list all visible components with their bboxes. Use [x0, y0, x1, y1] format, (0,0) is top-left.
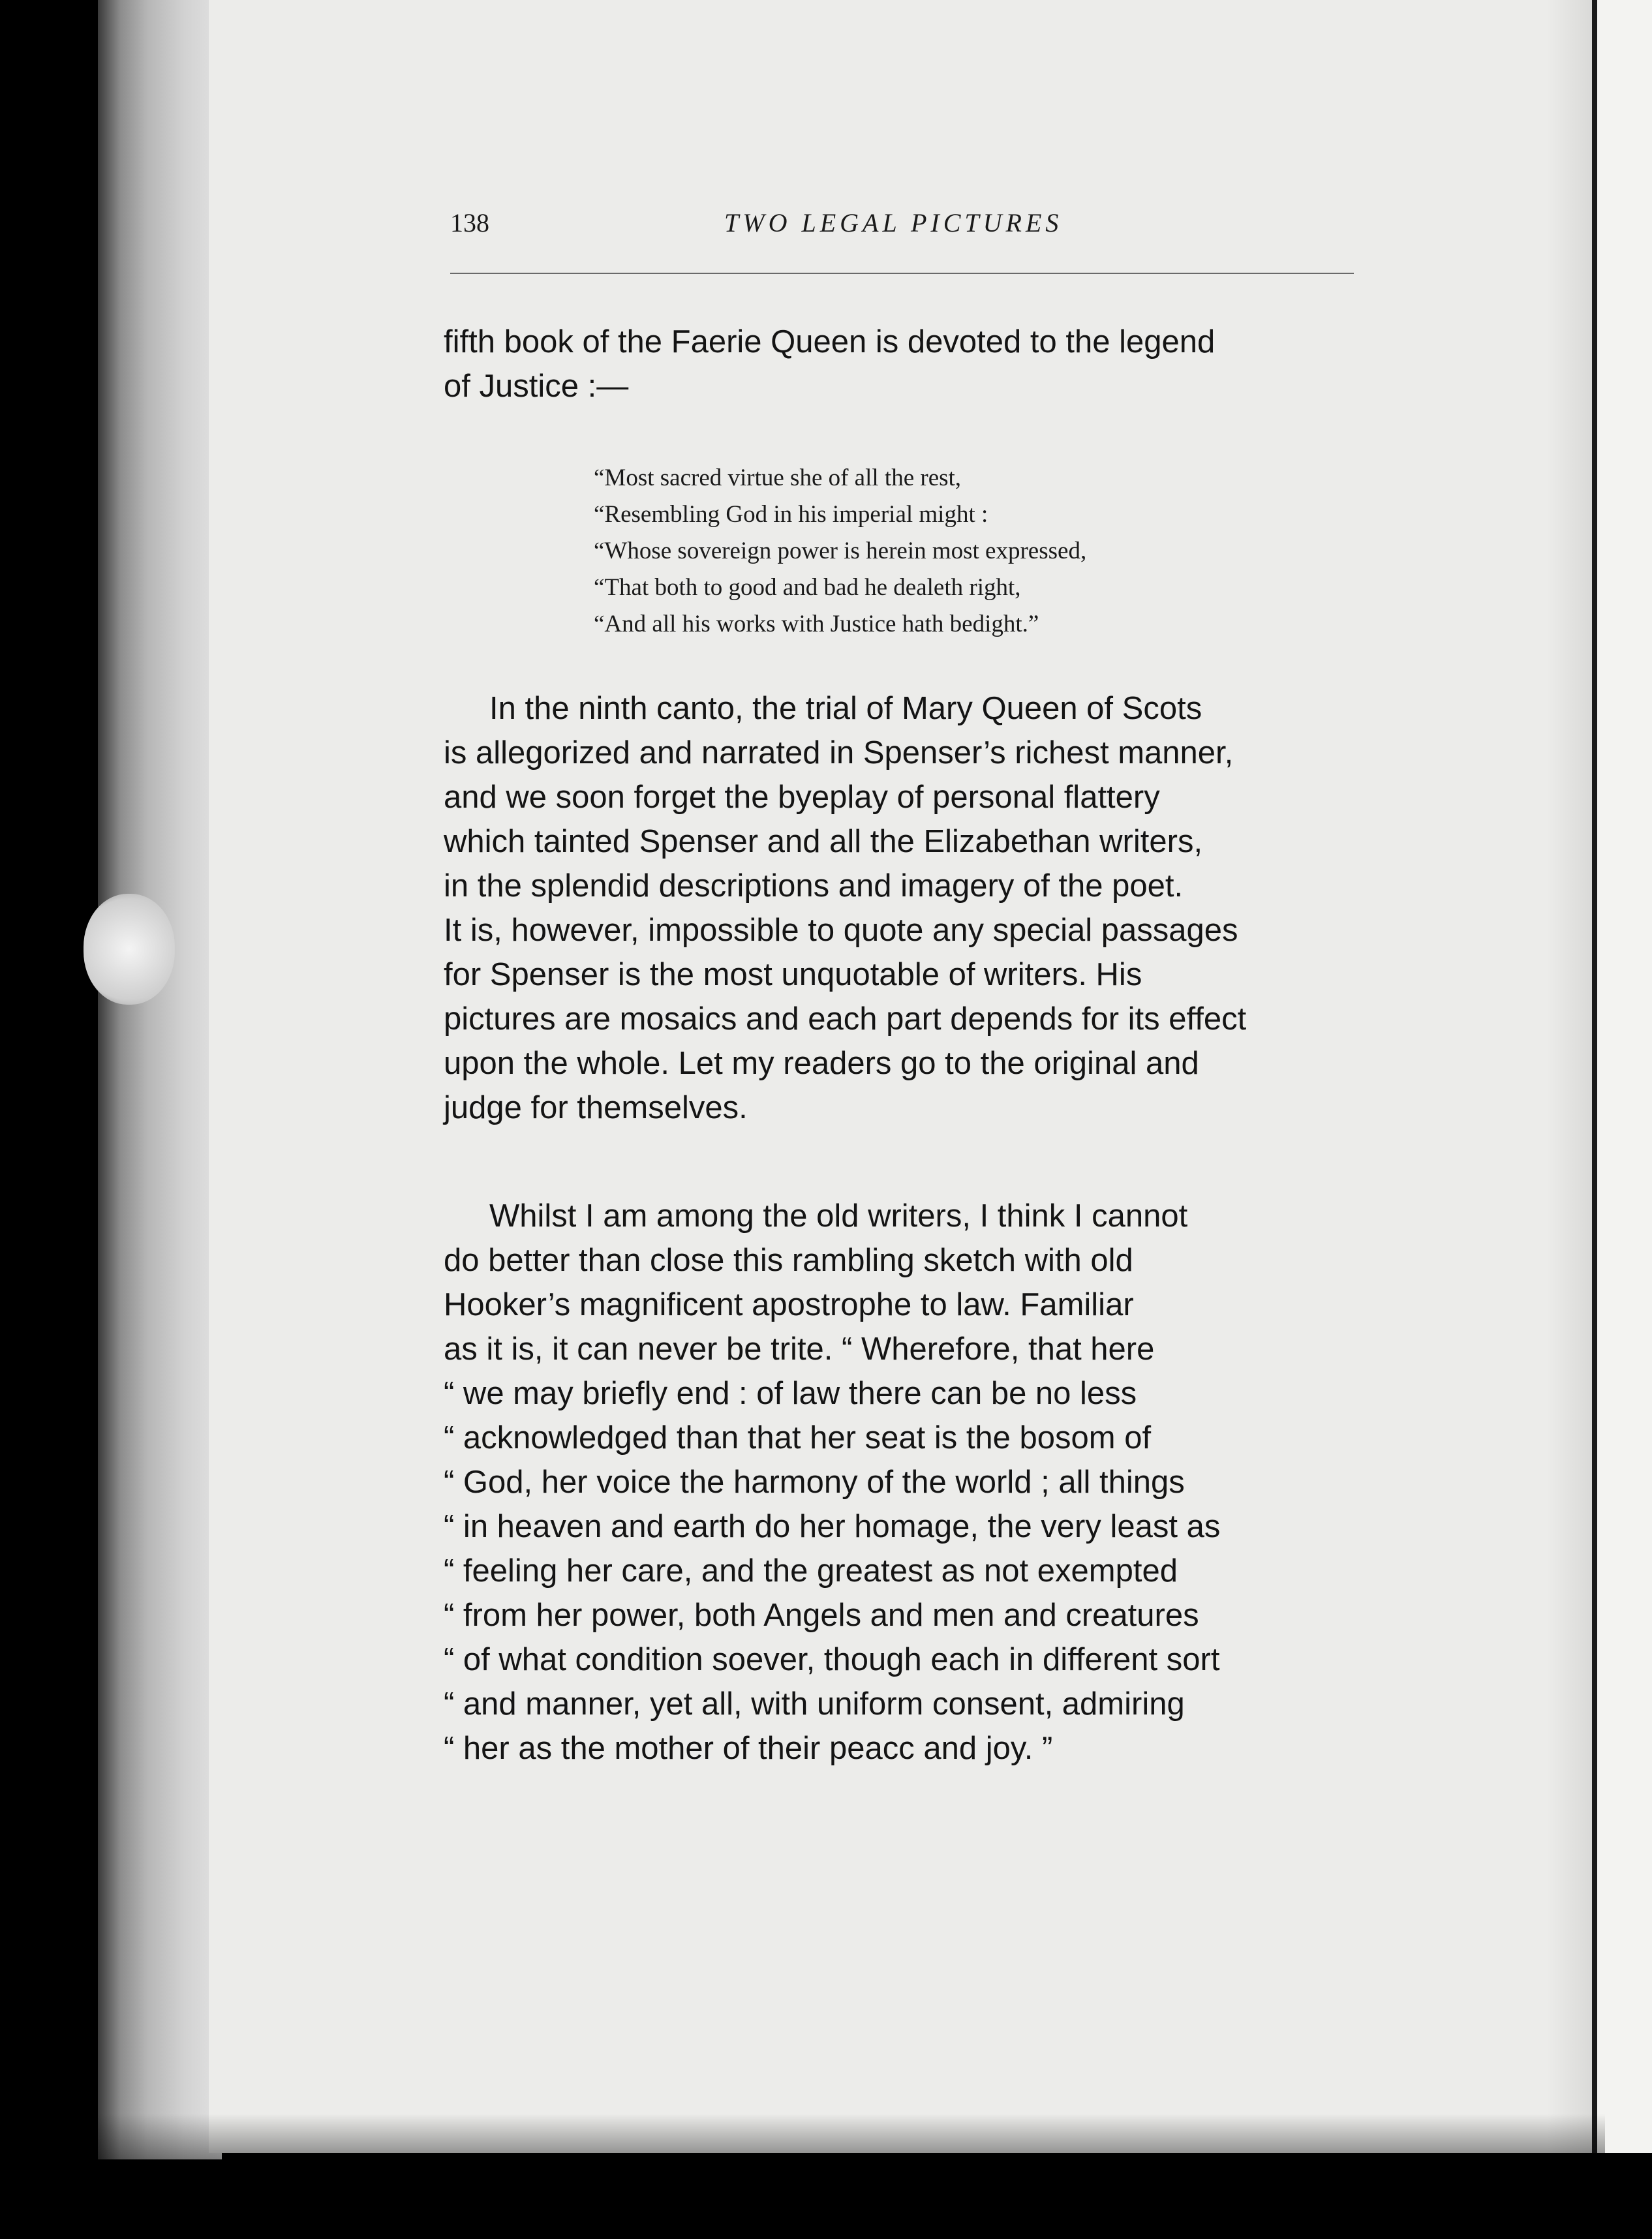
text-line: “ and manner, yet all, with uniform consent, admiring — [444, 1686, 1185, 1722]
text-line: “ God, her voice the harmony of the world ; all things — [444, 1465, 1185, 1500]
paragraph-hooker — [444, 1194, 1357, 1771]
text-line: judge for themselves. — [444, 1090, 748, 1125]
text-line: do better than close this rambling sketch with old — [444, 1243, 1133, 1278]
running-head: TWO LEGAL PICTURES — [724, 208, 1063, 237]
text-line: which tainted Spenser and all the Elizabethan writers, — [444, 824, 1203, 859]
verse-line: “Whose sovereign power is herein most expressed, — [594, 538, 1087, 564]
text-line: “ acknowledged than that her seat is the bosom of — [444, 1420, 1152, 1455]
text-line: “ in heaven and earth do her homage, the very least as — [444, 1509, 1221, 1544]
text-line: and we soon forget the byeplay of personal flattery — [444, 780, 1160, 815]
text-line: “ we may briefly end : of law there can be no less — [444, 1376, 1137, 1411]
page-stack-edge — [98, 0, 222, 2159]
facing-page-edge — [1592, 0, 1652, 2153]
text-line: is allegorized and narrated in Spenser’s richest manner, — [444, 735, 1234, 770]
verse-line: “And all his works with Justice hath bedight.” — [594, 611, 1039, 637]
text-line: in the splendid descriptions and imagery of the poet. — [444, 868, 1184, 904]
text-line: fifth book of the Faerie Queen is devoted to the legend — [444, 324, 1216, 359]
text-line: “ of what condition soever, though each in different sort — [444, 1642, 1220, 1677]
verse-line: “That both to good and bad he dealeth right, — [594, 574, 1021, 601]
page-number: 138 — [450, 208, 489, 237]
verse-line: “Resembling God in his imperial might : — [594, 501, 988, 528]
header-rule — [450, 273, 1354, 274]
paragraph-spenser — [444, 686, 1357, 1130]
text-line: for Spenser is the most unquotable of writers. His — [444, 957, 1142, 992]
bottom-shadow — [98, 2114, 1605, 2172]
page-header — [450, 207, 1364, 253]
verse-line: “Most sacred virtue she of all the rest, — [594, 465, 962, 491]
text-line: pictures are mosaics and each part depends for its effect — [444, 1001, 1247, 1037]
intro-paragraph — [444, 320, 1357, 408]
paper-blemish — [84, 894, 175, 1005]
text-line: “ her as the mother of their peacc and joy. ” — [444, 1731, 1053, 1766]
verse-quotation — [594, 460, 1246, 643]
text-line: Whilst I am among the old writers, I think I cannot — [489, 1198, 1188, 1234]
text-line: as it is, it can never be trite. “ Wherefore, that here — [444, 1332, 1155, 1367]
text-line: In the ninth canto, the trial of Mary Queen of Scots — [489, 691, 1202, 726]
gutter-shadow — [1546, 0, 1592, 2153]
text-line: Hooker’s magnificent apostrophe to law. Familiar — [444, 1287, 1134, 1322]
text-line: “ from her power, both Angels and men and creatures — [444, 1598, 1199, 1633]
text-line: of Justice :— — [444, 369, 629, 404]
text-line: upon the whole. Let my readers go to the original and — [444, 1046, 1199, 1081]
text-line: It is, however, impossible to quote any special passages — [444, 913, 1238, 948]
text-line: “ feeling her care, and the greatest as not exempted — [444, 1553, 1178, 1589]
